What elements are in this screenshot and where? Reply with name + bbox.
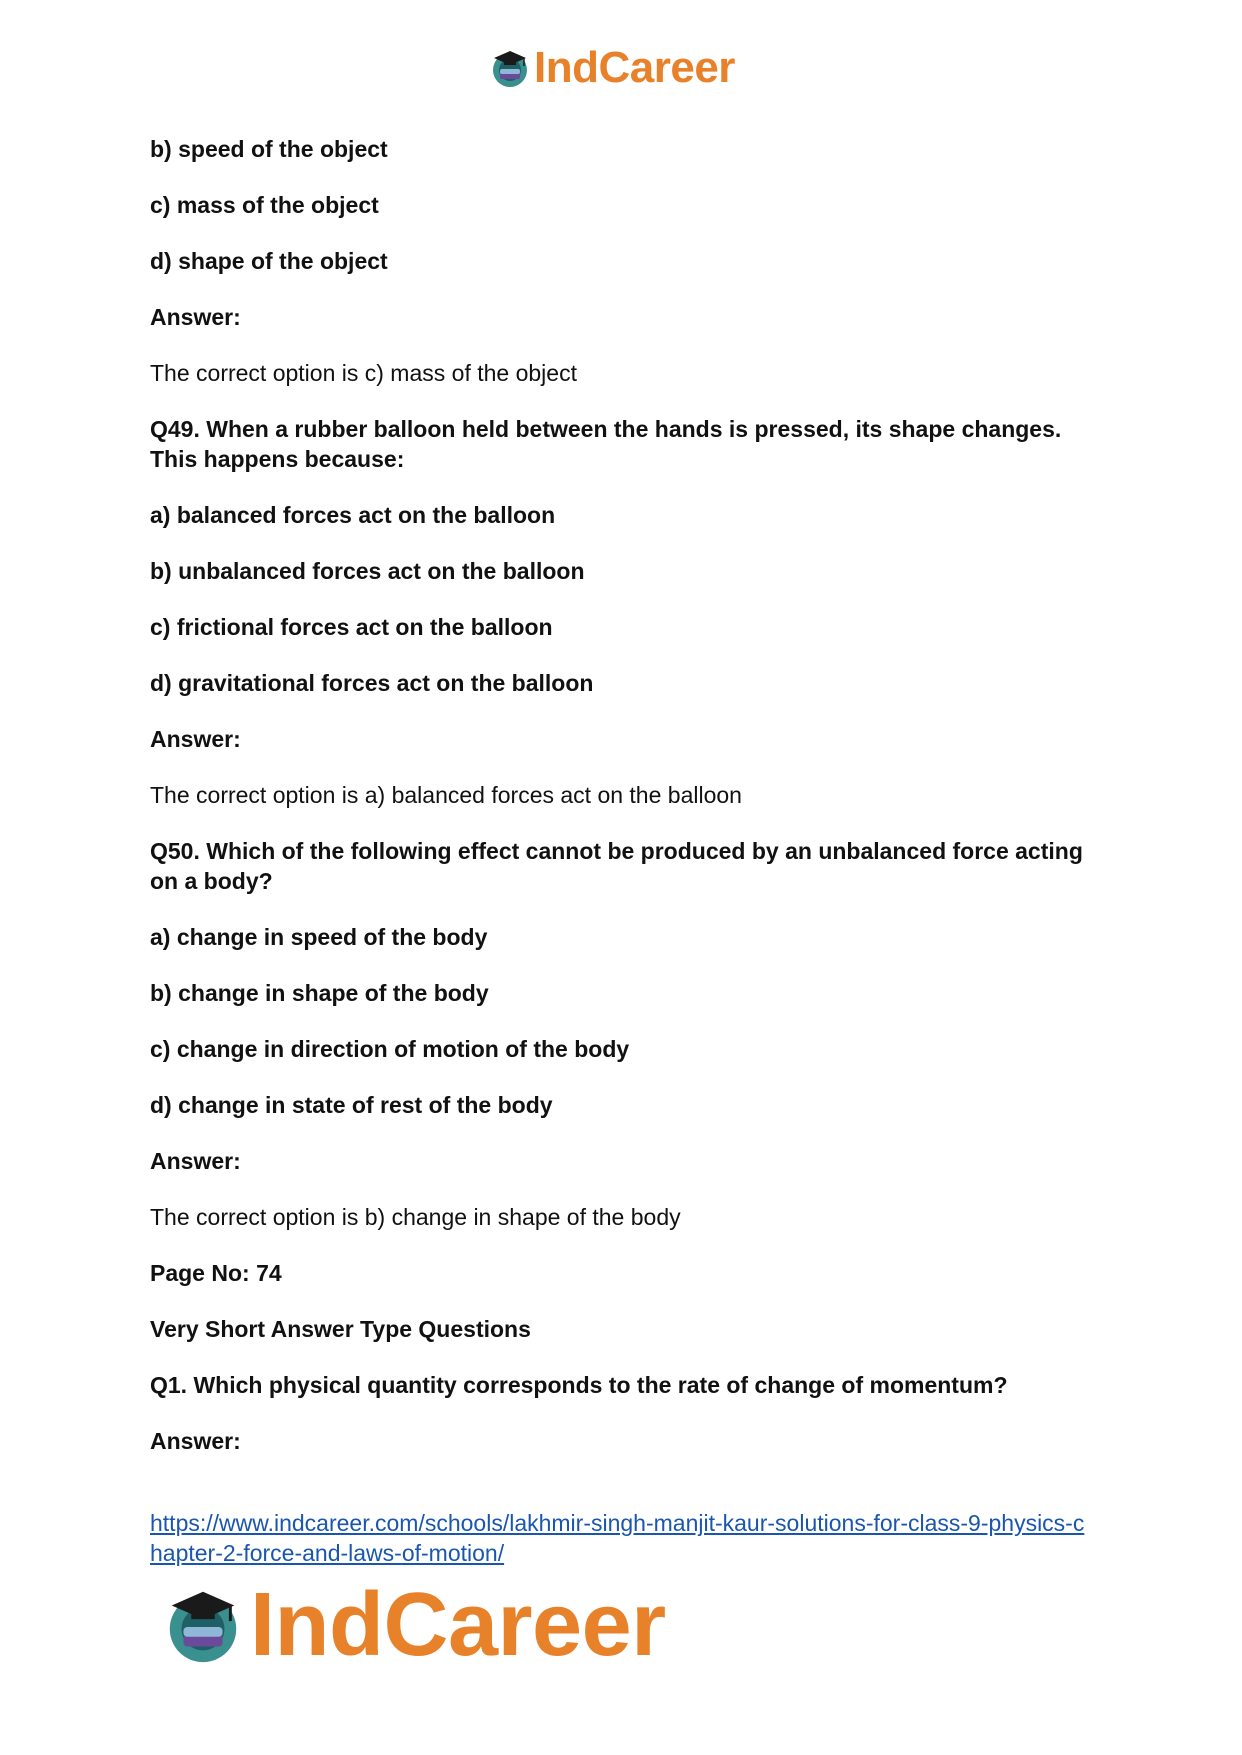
header-logo-text: IndCareer: [534, 43, 735, 92]
text-line: Very Short Answer Type Questions: [150, 1316, 531, 1342]
text-line: This happens because:: [150, 446, 405, 472]
text-line: The correct option is b) change in shape of the body: [150, 1204, 681, 1230]
source-link-line-2[interactable]: hapter-2-force-and-laws-of-motion/: [150, 1540, 505, 1566]
text-line: Page No: 74: [150, 1260, 282, 1286]
text-line: The correct option is c) mass of the object: [150, 360, 577, 386]
graduation-cap-icon: [160, 1582, 246, 1668]
text-line: d) change in state of rest of the body: [150, 1092, 553, 1118]
text-line: b) unbalanced forces act on the balloon: [150, 558, 585, 584]
source-link-line-1[interactable]: https://www.indcareer.com/schools/lakhmir-singh-manjit-kaur-solutions-for-class-9-physics-c: [150, 1510, 1085, 1536]
footer-logo-text: IndCareer: [250, 1574, 666, 1675]
source-link[interactable]: [150, 1508, 1090, 1568]
text-line: Answer:: [150, 726, 241, 752]
text-line: d) shape of the object: [150, 248, 388, 274]
text-line: The correct option is a) balanced forces act on the balloon: [150, 782, 742, 808]
text-line: Answer:: [150, 1428, 241, 1454]
text-line: c) frictional forces act on the balloon: [150, 614, 553, 640]
text-line: Answer:: [150, 304, 241, 330]
graduation-cap-icon: [488, 46, 532, 90]
text-line: Answer:: [150, 1148, 241, 1174]
text-line: Q1. Which physical quantity corresponds to the rate of change of momentum?: [150, 1372, 1008, 1398]
footer-logo: [160, 1575, 666, 1675]
text-line: c) change in direction of motion of the body: [150, 1036, 630, 1062]
text-line: c) mass of the object: [150, 192, 379, 218]
text-line: a) change in speed of the body: [150, 924, 488, 950]
text-line: Q50. Which of the following effect cannot be produced by an unbalanced force acting: [150, 838, 1083, 864]
text-line: a) balanced forces act on the balloon: [150, 502, 556, 528]
header-logo: [488, 40, 735, 96]
text-line: b) change in shape of the body: [150, 980, 489, 1006]
text-line: d) gravitational forces act on the balloon: [150, 670, 594, 696]
text-line: Q49. When a rubber balloon held between the hands is pressed, its shape changes.: [150, 416, 1062, 442]
text-line: on a body?: [150, 868, 273, 894]
text-line: b) speed of the object: [150, 136, 388, 162]
